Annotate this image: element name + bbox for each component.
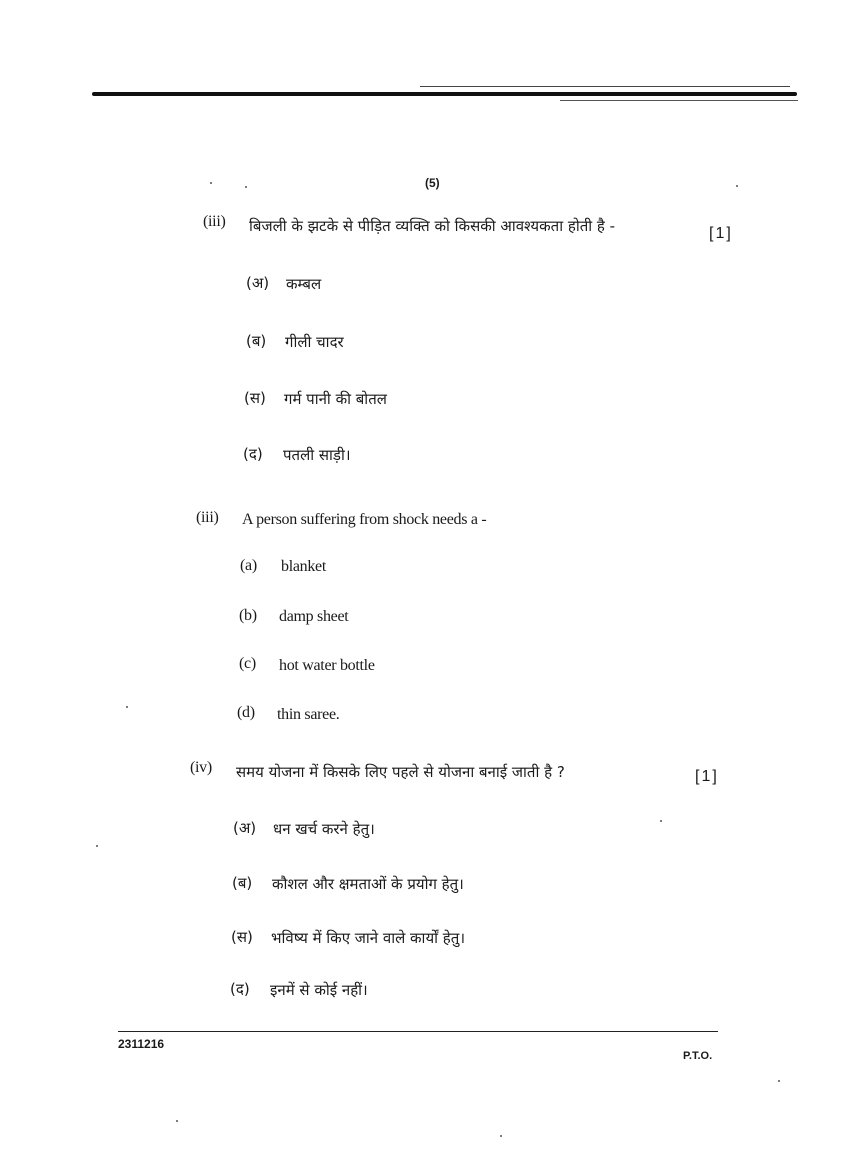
- option-label: (a): [240, 557, 257, 574]
- scan-speck: [210, 182, 212, 184]
- option-label: (स): [231, 928, 253, 946]
- option-label: (द): [243, 445, 263, 463]
- footer-rule: [118, 1031, 718, 1032]
- option-label: (d): [237, 704, 255, 721]
- page-number: (5): [425, 176, 440, 190]
- option-label: (c): [239, 655, 256, 672]
- question-text: A person suffering from shock needs a -: [242, 511, 487, 528]
- option-label: (b): [239, 607, 257, 624]
- paper-code: 2311216: [118, 1037, 165, 1051]
- option-label: (अ): [246, 274, 270, 292]
- question-marks: [1]: [709, 225, 733, 242]
- question-number: (iii): [203, 213, 226, 230]
- question-marks: [1]: [695, 768, 719, 785]
- scan-speck: [660, 820, 662, 822]
- scan-speck: [245, 186, 247, 188]
- option-text: कम्बल: [286, 275, 322, 293]
- scan-speck: [778, 1080, 780, 1082]
- option-label: (अ): [233, 819, 257, 837]
- option-text: धन खर्च करने हेतु।: [273, 820, 375, 838]
- option-text: thin saree.: [277, 706, 340, 723]
- header-rule-thin-lower: [560, 100, 798, 101]
- scan-speck: [500, 1135, 502, 1137]
- option-text: hot water bottle: [279, 657, 375, 674]
- option-text: इनमें से कोई नहीं।: [270, 981, 368, 999]
- question-text: समय योजना में किसके लिए पहले से योजना बनाई जाती है ?: [236, 763, 565, 781]
- scan-speck: [96, 845, 98, 847]
- scan-speck: [176, 1120, 178, 1122]
- option-text: गर्म पानी की बोतल: [284, 390, 387, 408]
- option-text: भविष्य में किए जाने वाले कार्यों हेतु।: [271, 929, 465, 947]
- option-text: damp sheet: [279, 608, 349, 625]
- option-label: (द): [230, 980, 250, 998]
- question-number: (iv): [190, 759, 212, 776]
- question-number: (iii): [196, 509, 219, 526]
- option-label: (स): [244, 389, 266, 407]
- option-text: पतली साड़ी।: [283, 446, 351, 464]
- question-text: बिजली के झटके से पीड़ित व्यक्ति को किसकी आवश्यकता होती है -: [249, 217, 616, 235]
- option-label: (ब): [246, 332, 267, 350]
- scan-speck: [126, 706, 128, 708]
- option-text: गीली चादर: [285, 333, 344, 351]
- pto-label: P.T.O.: [683, 1050, 713, 1062]
- header-rule: [92, 92, 797, 96]
- option-text: blanket: [281, 558, 326, 575]
- scan-speck: [736, 185, 738, 187]
- option-label: (ब): [232, 874, 253, 892]
- header-rule-thin: [420, 86, 790, 87]
- option-text: कौशल और क्षमताओं के प्रयोग हेतु।: [272, 875, 464, 893]
